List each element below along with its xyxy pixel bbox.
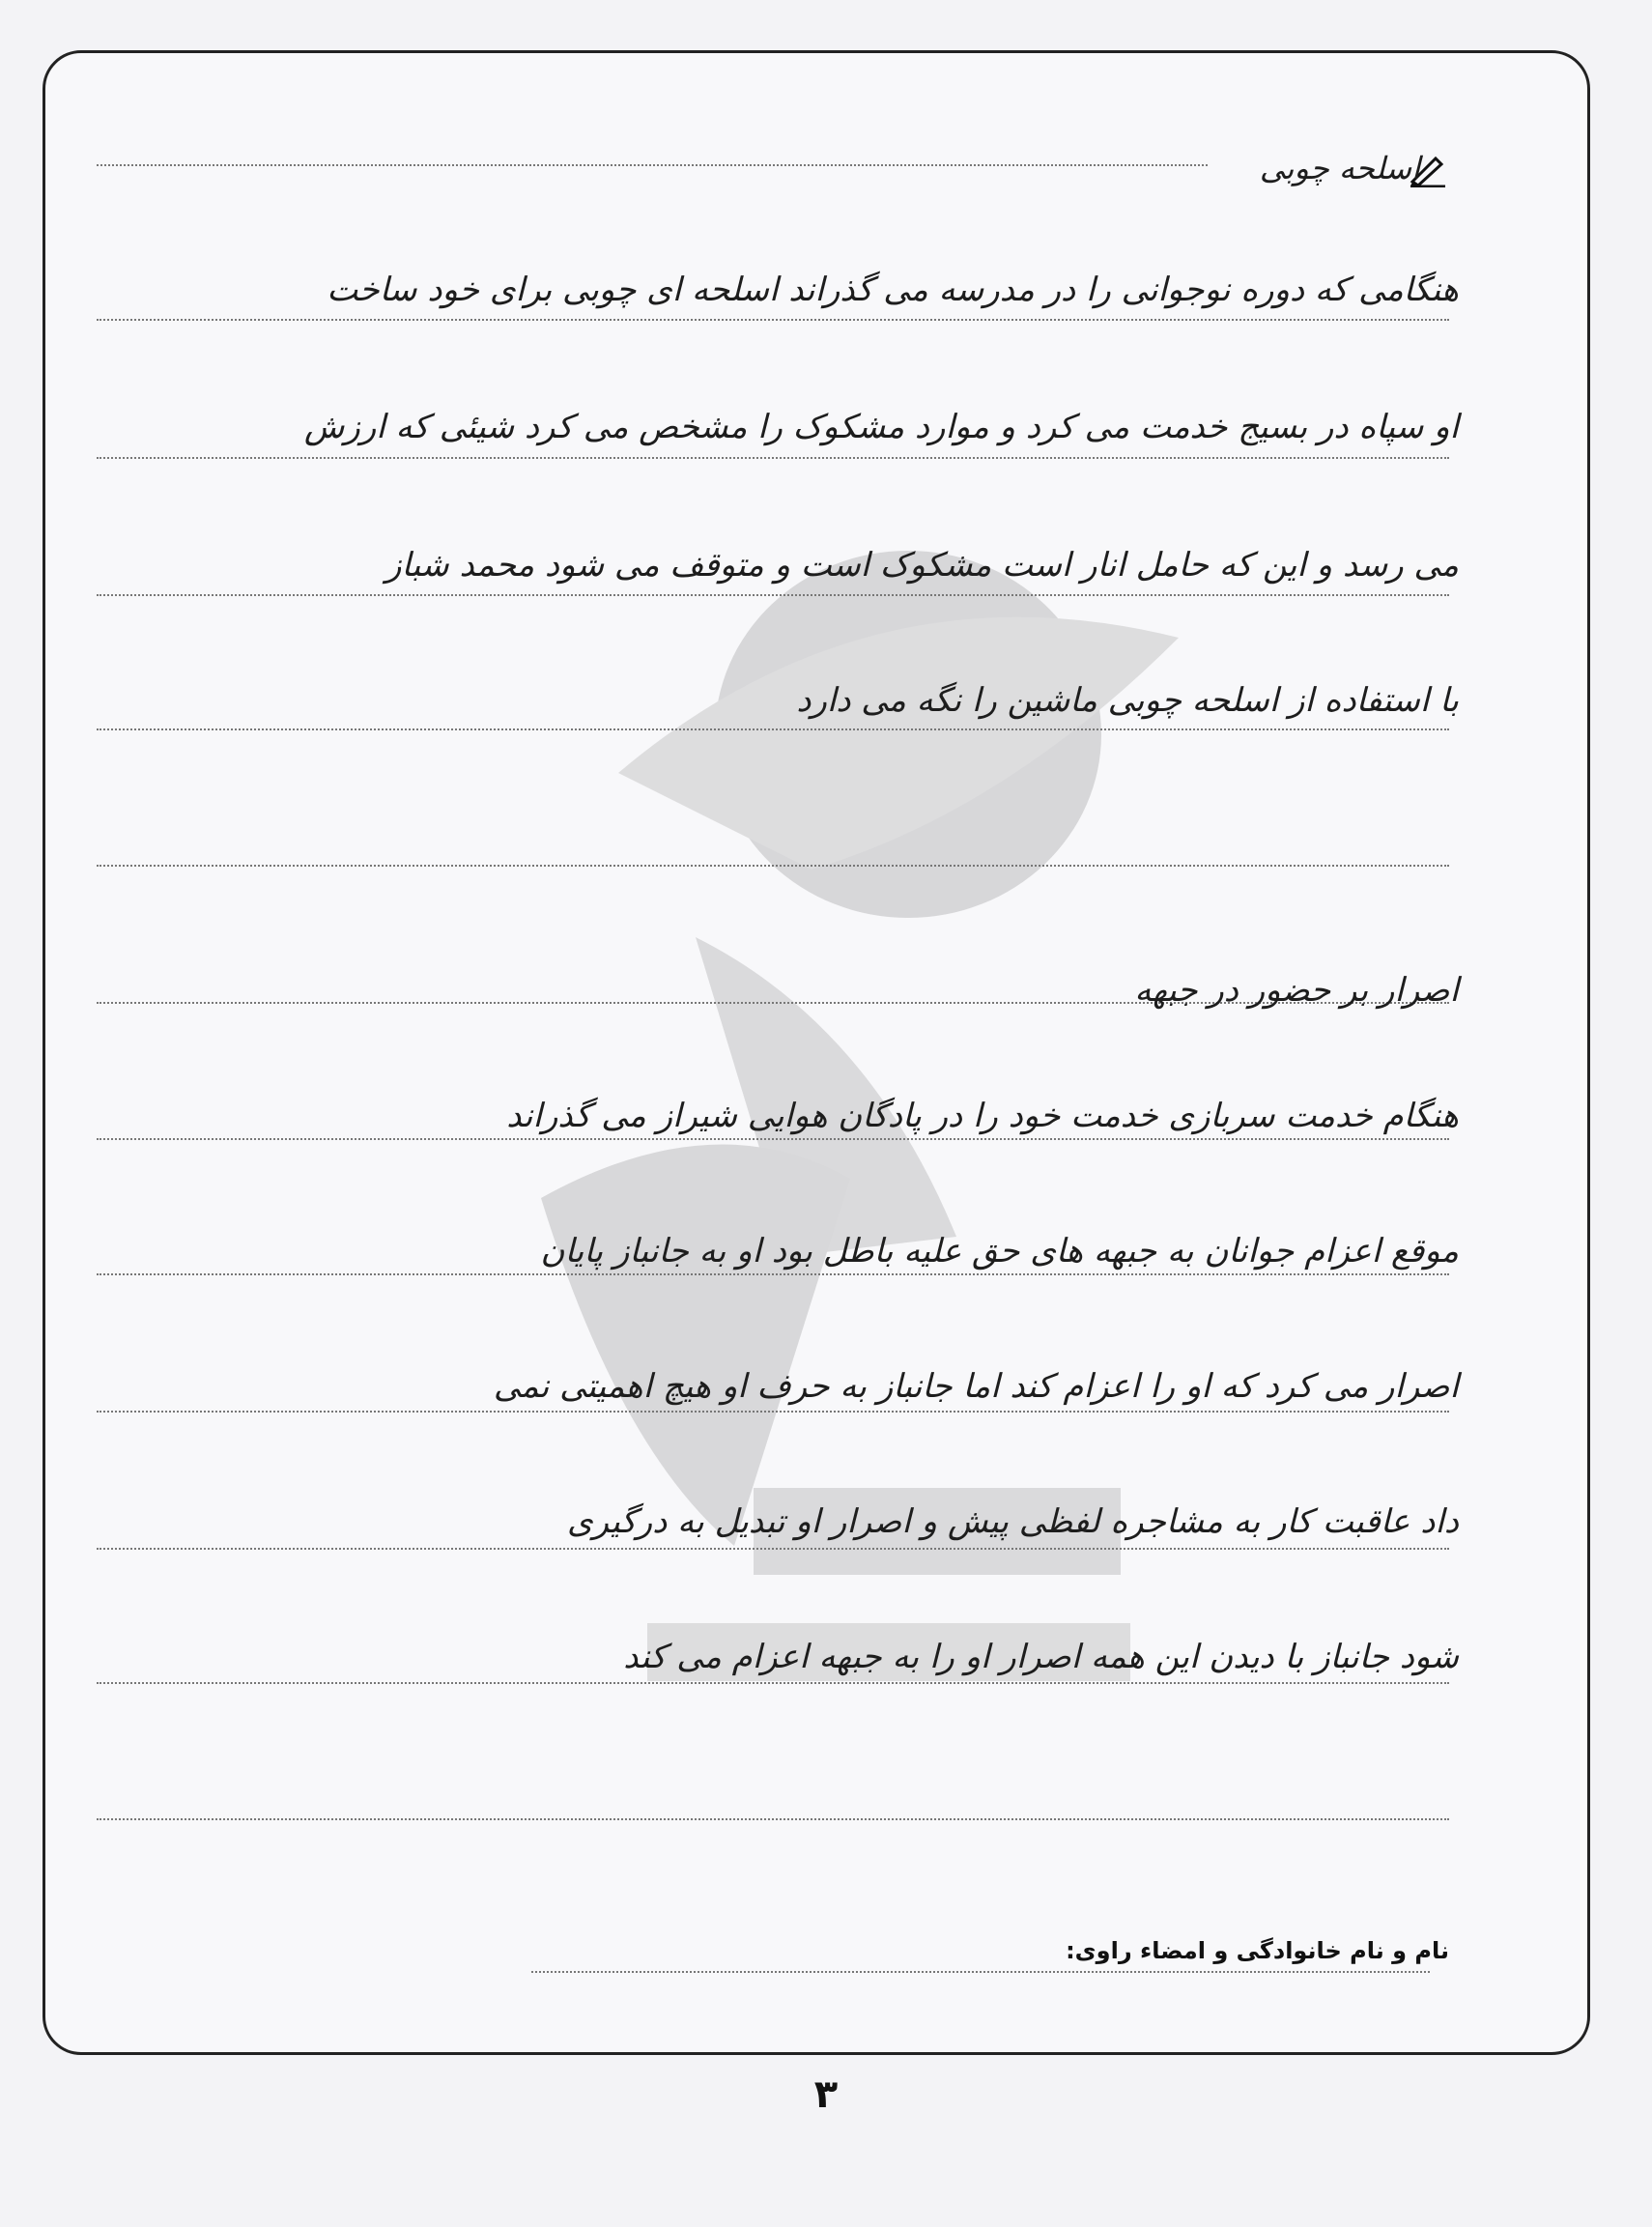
ruled-line (97, 319, 1449, 321)
signature-line (531, 1971, 1430, 1973)
ruled-line (97, 164, 1208, 166)
ruled-line (97, 1548, 1449, 1550)
text-line: داد عاقبت کار به مشاجره لفظی پیش و اصرار او تبدیل به درگیری (566, 1502, 1459, 1541)
ruled-line (97, 728, 1449, 730)
text-line: می رسد و این که حامل انار است مشکوک است و متوقف می شود محمد شباز (385, 546, 1459, 585)
section-title: اسلحه چوبی (1259, 150, 1420, 186)
section-title: اصرار بر حضور در جبهه (1134, 971, 1459, 1010)
text-line: با استفاده از اسلحه چوبی ماشین را نگه می دارد (796, 681, 1459, 720)
text-line: اصرار می کرد که او را اعزام کند اما جانباز به حرف او هیچ اهمیتی نمی (493, 1367, 1459, 1406)
ruled-line (97, 594, 1449, 596)
page-number: ۳ (813, 2072, 839, 2117)
ruled-line (97, 865, 1449, 867)
ruled-line (97, 457, 1449, 459)
text-line: هنگامی که دوره نوجوانی را در مدرسه می گذراند اسلحه ای چوبی برای خود ساخت (327, 271, 1459, 309)
text-line: هنگام خدمت سربازی خدمت خود را در پادگان هوایی شیراز می گذراند (506, 1097, 1459, 1135)
signature-label: نام و نام خانوادگی و امضاء راوی: (1066, 1937, 1449, 1964)
ruled-line (97, 1273, 1449, 1275)
text-line: شود جانباز با دیدن این همه اصرار او را به جبهه اعزام می کند (623, 1638, 1459, 1676)
text-line: موقع اعزام جوانان به جبهه های حق علیه باطل بود او به جانباز پایان (540, 1232, 1459, 1271)
ruled-line (97, 1411, 1449, 1413)
ruled-line (97, 1818, 1449, 1820)
ruled-line (97, 1682, 1449, 1684)
ruled-line (97, 1138, 1449, 1140)
text-line: او سپاه در بسیج خدمت می کرد و موارد مشکوک را مشخص می کرد شیئی که ارزش (303, 408, 1459, 446)
